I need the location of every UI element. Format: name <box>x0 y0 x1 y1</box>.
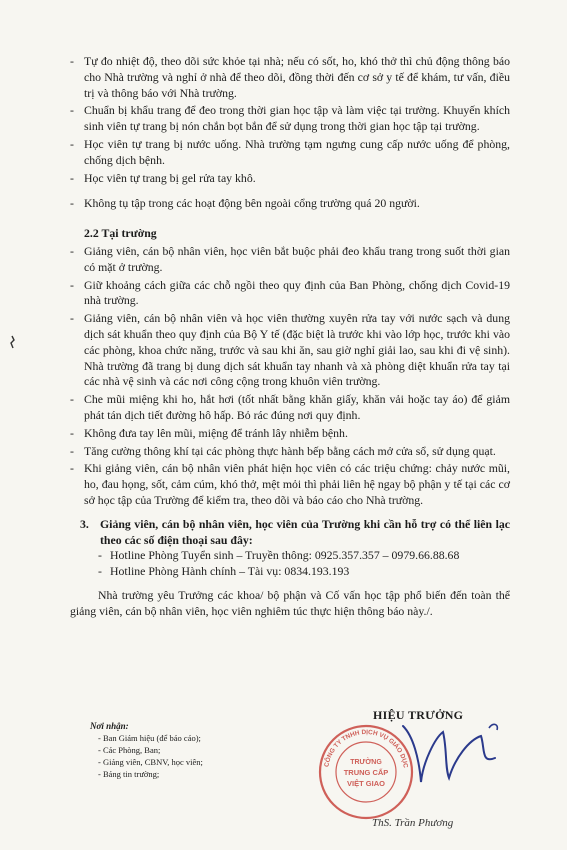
list-item <box>70 54 510 101</box>
document-body <box>70 54 510 620</box>
item-text: Chuẩn bị khẩu trang để đeo trong thời gian học tập và làm việc tại trường. Khuyến khích sinh viên tự trang bị nón chắn bọt bắn để sử dụng trong thời gian học tập tại trường. <box>84 103 510 134</box>
item-text: Không tụ tập trong các hoạt động bên ngoài cổng trường quá 20 người. <box>84 196 420 211</box>
item-text: Giảng viên, cán bộ nhân viên, học viên bắt buộc phải đeo khẩu trang trong suốt thời gian có mặt ở trường. <box>84 243 510 274</box>
bullet-dash: - <box>70 54 74 68</box>
bullet-dash: - <box>70 311 74 326</box>
item-text: Học viên tự trang bị nước uống. Nhà trường tạm ngưng cung cấp nước uống để phòng, chống dịch bệnh. <box>84 136 510 167</box>
list-item <box>70 196 510 212</box>
section-heading-2-2: 2.2 Tại trường <box>84 226 157 241</box>
bullet-dash: - <box>98 548 102 563</box>
stamp-ring-text: CÔNG TY TNHH DỊCH VỤ GIÁO DỤC <box>323 728 409 769</box>
closing-paragraph: Nhà trường yêu Trưởng các khoa/ bộ phận và Cố vấn học tập phổ biến đến toàn thể giảng viên, cán bộ nhân viên, học viên nghiêm túc thực hiện thông báo này./. <box>70 587 510 618</box>
hotline-item <box>70 564 510 580</box>
home-guidelines-list <box>70 54 510 186</box>
section-number: 3. <box>80 516 89 531</box>
list-item <box>70 171 510 187</box>
list-item <box>70 103 510 135</box>
list-item <box>70 461 510 508</box>
bullet-dash: - <box>70 425 74 440</box>
bullet-dash: - <box>70 243 74 258</box>
recipient-item: - Bảng tin trường; <box>98 769 160 779</box>
hotline-text: Hotline Phòng Tuyển sinh – Truyền thông: 0925.357.357 – 0979.66.88.68 <box>110 548 460 563</box>
list-item <box>70 311 510 390</box>
section-3-text: Giảng viên, cán bộ nhân viên, học viên của Trường khi cần hỗ trợ có thể liên lạc theo các số điện thoại sau đây: <box>100 516 510 547</box>
bullet-dash: - <box>70 443 74 458</box>
section-3 <box>70 517 510 549</box>
recipient-item: - Các Phòng, Ban; <box>98 745 161 755</box>
list-item <box>70 444 510 460</box>
recipients-title: Nơi nhận: <box>90 721 129 731</box>
item-text: Khi giảng viên, cán bộ nhân viên phát hiện học viên có các triệu chứng: chảy nước mũi, ho, đau họng, sốt, cảm cúm, khó thở, mệt mỏi thì phải liên hệ ngay bộ phận y tế tại các cơ sở học tập của Trường để kiểm tra, theo dõi và báo cáo cho Nhà trường. <box>84 461 510 507</box>
stamp-center-top: TRƯỜNG <box>350 759 382 766</box>
signer-title: HIỆU TRƯỞNG <box>373 708 464 722</box>
item-text: Không đưa tay lên mũi, miệng để tránh lây nhiễm bệnh. <box>84 425 348 440</box>
item-text: Tự đo nhiệt độ, theo dõi sức khỏe tại nhà; nếu có sốt, ho, khó thở thì chủ động thông báo cho Nhà trường và nghỉ ở nhà để theo dõi, đồng thời đến cơ sở y tế để khám, tư vấn, điều trị và thông báo với Nhà trường. <box>84 54 510 100</box>
recipient-item: - Ban Giám hiệu (để báo cáo); <box>98 733 201 743</box>
bullet-dash: - <box>70 103 74 118</box>
hotline-item <box>70 548 510 564</box>
bullet-dash: - <box>70 277 74 292</box>
recipients-block <box>90 720 203 780</box>
item-text: Giảng viên, cán bộ nhân viên và học viên thường xuyên rửa tay với nước sạch và dung dịch sát khuẩn theo quy định của Bộ Y tế (đặc biệt là trước khi vào lớp học, trước khi vào các phòng, khoa chức năng, trước và sau khi ăn, sau giờ nghỉ giải lao, sau khi đi vệ sinh). Nhà trường đã trang bị dung dịch sát khuẩn tay nhanh và xà phòng diệt khuẩn rửa tay tại các nhà vệ sinh và các nơi công cộng trong khuôn viên trường. <box>84 311 510 389</box>
recipient-item: - Giảng viên, CBNV, học viên; <box>98 757 203 767</box>
signature <box>385 718 505 798</box>
school-guidelines-list <box>70 244 510 509</box>
bullet-dash: - <box>70 136 74 151</box>
list-item <box>70 426 510 442</box>
stamp-center-bottom: VIỆT GIAO <box>347 779 385 788</box>
item-text: Học viên tự trang bị gel rửa tay khô. <box>84 170 256 185</box>
list-item <box>70 244 510 276</box>
bullet-dash: - <box>70 461 74 476</box>
list-item <box>70 392 510 424</box>
list-item <box>70 278 510 310</box>
signer-name: ThS. Trần Phương <box>372 817 454 829</box>
bullet-dash: - <box>70 170 74 185</box>
hotline-text: Hotline Phòng Hành chính – Tài vụ: 0834.193.193 <box>110 564 350 579</box>
paper-speck-mark <box>8 335 16 349</box>
list-item <box>70 137 510 169</box>
bullet-dash: - <box>70 392 74 407</box>
bullet-dash: - <box>98 564 102 579</box>
stamp-center-mid: TRUNG CẤP <box>343 768 389 777</box>
bullet-dash: - <box>70 196 74 211</box>
item-text: Tăng cường thông khí tại các phòng thực hành bếp bằng cách mở cửa sổ, sử dụng quạt. <box>84 443 496 458</box>
item-text: Giữ khoảng cách giữa các chỗ ngồi theo quy định của Ban Phòng, chống dịch Covid-19 nhà trường. <box>84 277 510 308</box>
item-text: Che mũi miệng khi ho, hắt hơi (tốt nhất bằng khăn giấy, khăn vải hoặc tay áo) để giảm phát tán dịch tiết đường hô hấp. Bỏ rác đúng nơi quy định. <box>84 392 510 422</box>
